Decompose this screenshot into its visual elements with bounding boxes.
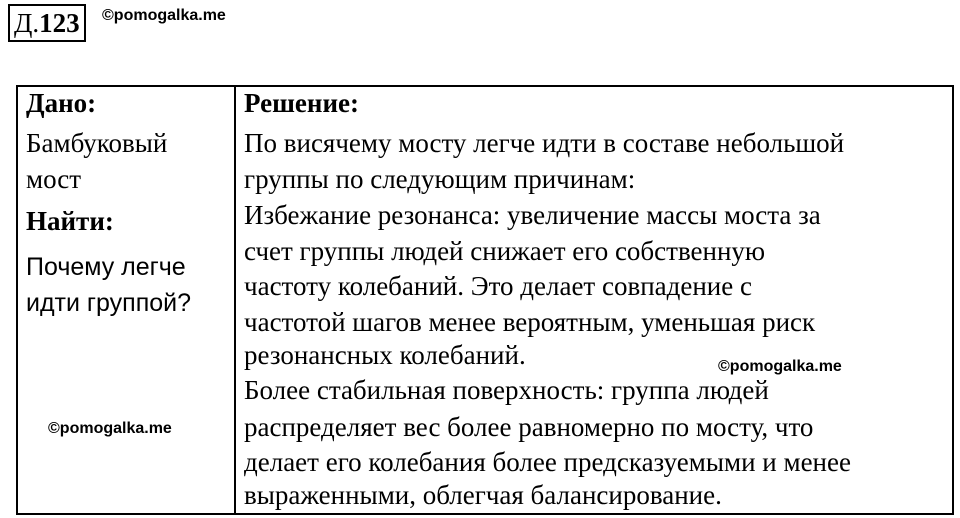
- find-heading: Найти:: [26, 206, 114, 236]
- watermark-left: ©pomogalka.me: [48, 420, 172, 437]
- solution-line-8: Более стабильная поверхность: группа людей: [244, 375, 769, 405]
- solution-heading: Решение:: [244, 88, 359, 118]
- solution-line-6: частотой шагов менее вероятным, уменьшая риск: [244, 307, 816, 337]
- task-number-badge: [8, 4, 86, 42]
- task-prefix: Д.: [14, 8, 40, 38]
- solution-line-10: делает его колебания более предсказуемыми и менее: [244, 447, 851, 477]
- solution-line-11: выраженными, облегчая балансирование.: [244, 480, 722, 510]
- solution-line-3: Избежание резонанса: увеличение массы моста за: [244, 200, 821, 230]
- solution-line-4: счет группы людей снижает его собственную: [244, 236, 766, 266]
- given-line-1: Бамбуковый: [26, 128, 168, 158]
- column-divider: [234, 85, 236, 515]
- solution-line-1: По висячему мосту легче идти в составе небольшой: [244, 128, 845, 158]
- solution-line-7: резонансных колебаний.: [244, 340, 526, 370]
- watermark-right: ©pomogalka.me: [718, 358, 842, 375]
- find-line-2: идти группой?: [26, 289, 192, 317]
- given-line-2: мост: [26, 164, 82, 194]
- find-line-1: Почему легче: [26, 253, 186, 281]
- watermark-top: ©pomogalka.me: [102, 7, 226, 24]
- given-heading: Дано:: [26, 88, 97, 118]
- solution-line-9: распределяет вес более равномерно по мосту, что: [244, 412, 814, 442]
- solution-line-2: группы по следующим причинам:: [244, 164, 636, 194]
- solution-line-5: частоту колебаний. Это делает совпадение с: [244, 271, 752, 301]
- task-number: 123: [39, 8, 80, 38]
